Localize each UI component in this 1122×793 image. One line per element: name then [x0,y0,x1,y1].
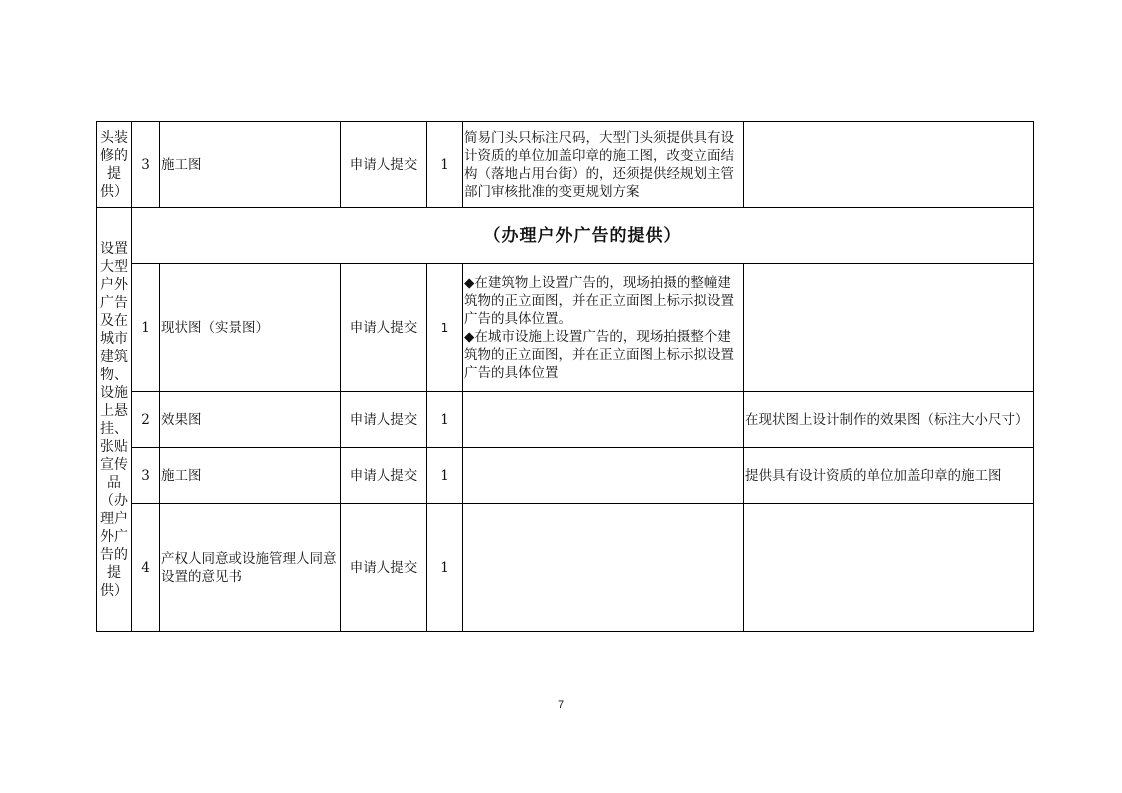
table-row [97,504,1034,632]
page-number: 7 [557,699,565,711]
material-note [744,122,1034,208]
section-heading: （办理户外广告的提供） [132,208,1034,264]
material-note: 在现状图上设计制作的效果图（标注大小尺寸） [744,392,1034,448]
material-note [744,504,1034,632]
material-name: 施工图 [160,122,341,208]
requirement-item: ◆在城市设施上设置广告的，现场拍摄整个建筑物的正立面图，并在正立面图上标示拟设置广告的具体位置 [464,328,734,381]
materials-table [96,121,1034,632]
material-requirement [463,504,744,632]
item-number: 1 [132,264,160,392]
requirement-item: ◆在建筑物上设置广告的，现场拍摄的整幢建筑物的正立面图，并在正立面图上标示拟设置广告的具体位置。 [464,274,734,327]
material-quantity: 1 [427,264,463,392]
material-name: 效果图 [160,392,341,448]
item-number: 3 [132,448,160,504]
table-row [97,448,1034,504]
section-heading-row [97,208,1034,264]
material-name: 施工图 [160,448,341,504]
material-source: 申请人提交 [341,448,427,504]
material-quantity: 1 [427,504,463,632]
material-source: 申请人提交 [341,122,427,208]
material-quantity: 1 [427,392,463,448]
material-name: 现状图（实景图） [160,264,341,392]
material-quantity: 1 [427,122,463,208]
material-requirement [463,392,744,448]
material-source: 申请人提交 [341,392,427,448]
material-source: 申请人提交 [341,264,427,392]
material-requirement [463,264,744,392]
material-quantity: 1 [427,448,463,504]
material-source: 申请人提交 [341,504,427,632]
table-row [97,392,1034,448]
table-row [97,122,1034,208]
category-cell: 头装修的提供） [97,122,132,208]
material-note: 提供具有设计资质的单位加盖印章的施工图 [744,448,1034,504]
item-number: 3 [132,122,160,208]
category-cell: 设置大型户外广告及在城市建筑物、设施上悬挂、张贴宣传品（办理户外广告的提供） [97,208,132,632]
item-number: 4 [132,504,160,632]
material-requirement [463,448,744,504]
material-name: 产权人同意或设施管理人同意设置的意见书 [160,504,341,632]
material-requirement: 简易门头只标注尺码，大型门头须提供具有设计资质的单位加盖印章的施工图，改变立面结构（落地占用台街）的，还须提供经规划主管部门审核批准的变更规划方案 [463,122,744,208]
item-number: 2 [132,392,160,448]
table-row [97,264,1034,392]
material-note [744,264,1034,392]
